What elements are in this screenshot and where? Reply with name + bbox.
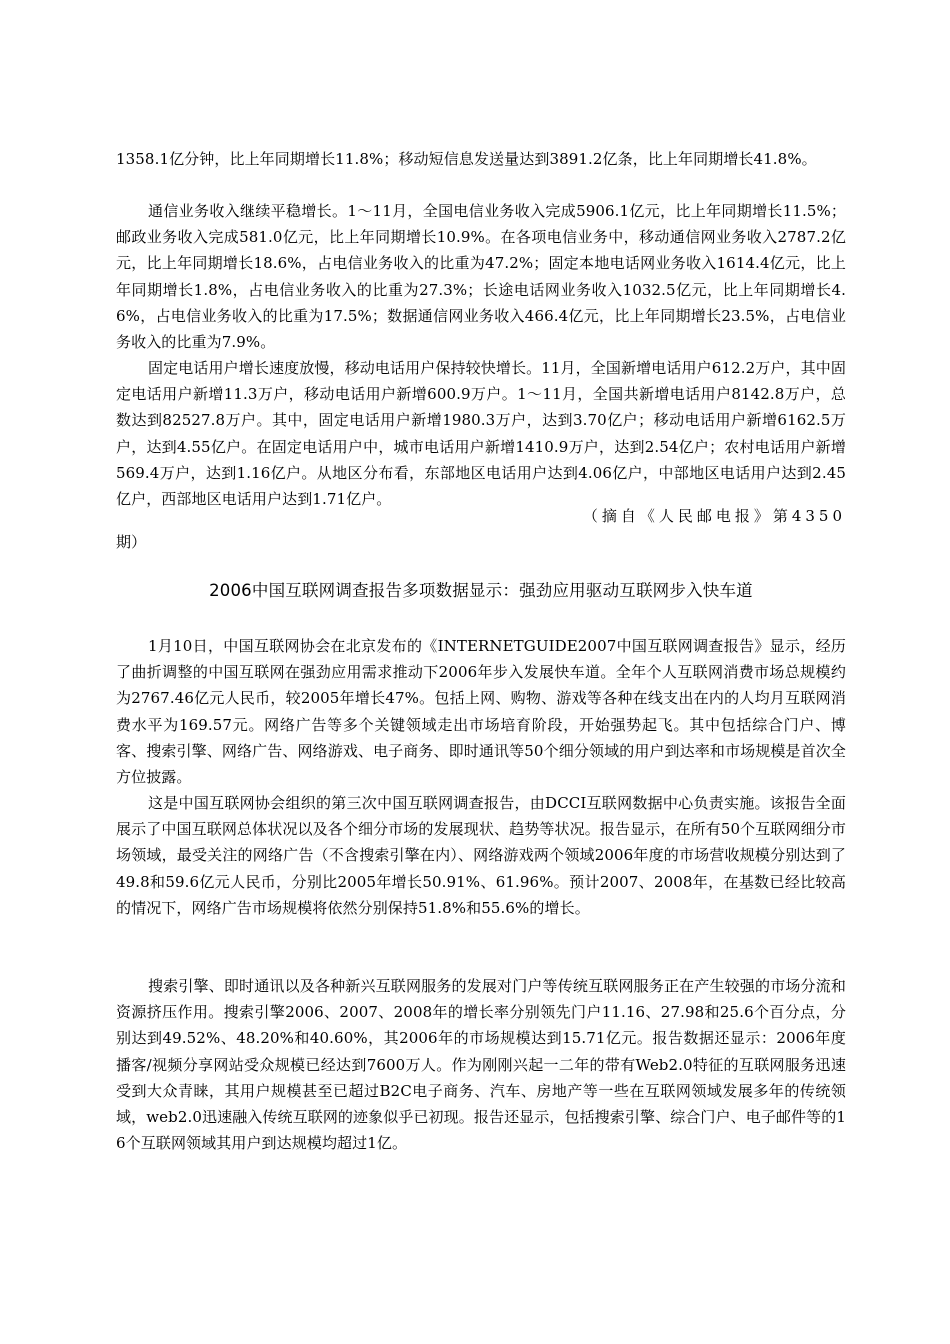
source-citation-main: （摘自《人民邮电报》第4350 bbox=[582, 507, 846, 525]
source-citation-tail: 期） bbox=[116, 533, 147, 551]
paragraph-third-report: 这是中国互联网协会组织的第三次中国互联网调查报告，由DCCI互联网数据中心负责实施。该报告全面展示了中国互联网总体状况以及各个细分市场的发展现状、趋势等状况。报告显示，在所有50个互联网细分市场领域，最受关注的网络广告（不含搜索引擎在内）、网络游戏两个领域2006年度的市场营收规模分别达到了49.8和59.6亿元人民币，分别比2005年增长50.91%、61.96%。预计2007、2008年，在基数已经比较高的情况下，网络广告市场规模将依然分别保持51.8%和55.6%的增长。 bbox=[116, 794, 846, 917]
source-citation bbox=[116, 503, 846, 555]
paragraph-telephone-users: 固定电话用户增长速度放慢，移动电话用户保持较快增长。11月，全国新增电话用户612.2万户，其中固定电话用户新增11.3万户，移动电话用户新增600.9万户。1～11月，全国共新增电话用户8142.8万户，总数达到82527.8万户。其中，固定电话用户新增1980.3万户，达到3.70亿户；移动电话用户新增6162.5万户，达到4.55亿户。在固定电话用户中，城市电话用户新增1410.9万户，达到2.54亿户；农村电话用户新增569.4万户，达到1.16亿户。从地区分布看，东部地区电话用户达到4.06亿户，中部地区电话用户达到2.45亿户，西部地区电话用户达到1.71亿户。 bbox=[116, 359, 846, 509]
paragraph-report-release: 1月10日，中国互联网协会在北京发布的《INTERNETGUIDE2007中国互联网调查报告》显示，经历了曲折调整的中国互联网在强劲应用需求推动下2006年步入发展快车道。全年个人互联网消费市场总规模约为2767.46亿元人民币，较2005年增长47%。包括上网、购物、游戏等各种在线支出在内的人均月互联网消费水平为169.57元。网络广告等多个关键领域走出市场培育阶段，开始强势起飞。其中包括综合门户、博客、搜索引擎、网络广告、网络游戏、电子商务、即时通讯等50个细分领域的用户到达率和市场规模是首次全方位披露。 bbox=[116, 637, 846, 787]
paragraph-continued-minutes: 1358.1亿分钟，比上年同期增长11.8%；移动短信息发送量达到3891.2亿条，比上年同期增长41.8%。 bbox=[116, 150, 817, 168]
paragraph-telecom-revenue: 通信业务收入继续平稳增长。1～11月，全国电信业务收入完成5906.1亿元，比上年同期增长11.5%；邮政业务收入完成581.0亿元，比上年同期增长10.9%。在各项电信业务中，移动通信网业务收入2787.2亿元，比上年同期增长18.6%，占电信业务收入的比重为47.2%；固定本地电话网业务收入1614.4亿元，比上年同期增长1.8%，占电信业务收入的比重为27.3%；长途电话网业务收入1032.5亿元，比上年同期增长4.6%，占电信业务收入的比重为17.5%；数据通信网业务收入466.4亿元，比上年同期增长23.5%，占电信业务收入的比重为7.9%。 bbox=[116, 202, 846, 352]
paragraph-search-engine: 搜索引擎、即时通讯以及各种新兴互联网服务的发展对门户等传统互联网服务正在产生较强的市场分流和资源挤压作用。搜索引擎2006、2007、2008年的增长率分别领先门户11.16、27.98和25.6个百分点，分别达到49.52%、48.20%和40.60%，其2006年的市场规模达到15.71亿元。报告数据还显示：2006年度播客/视频分享网站受众规模已经达到7600万人。作为刚刚兴起一二年的带有Web2.0特征的互联网服务迅速受到大众青睐，其用户规模甚至已超过B2C电子商务、汽车、房地产等一些在互联网领域发展多年的传统领域，web2.0迅速融入传统互联网的迹象似乎已初现。报告还显示，包括搜索引擎、综合门户、电子邮件等的16个互联网领域其用户到达规模均超过1亿。 bbox=[116, 977, 846, 1153]
article-title: 2006中国互联网调查报告多项数据显示：强劲应用驱动互联网步入快车道 bbox=[209, 581, 753, 600]
